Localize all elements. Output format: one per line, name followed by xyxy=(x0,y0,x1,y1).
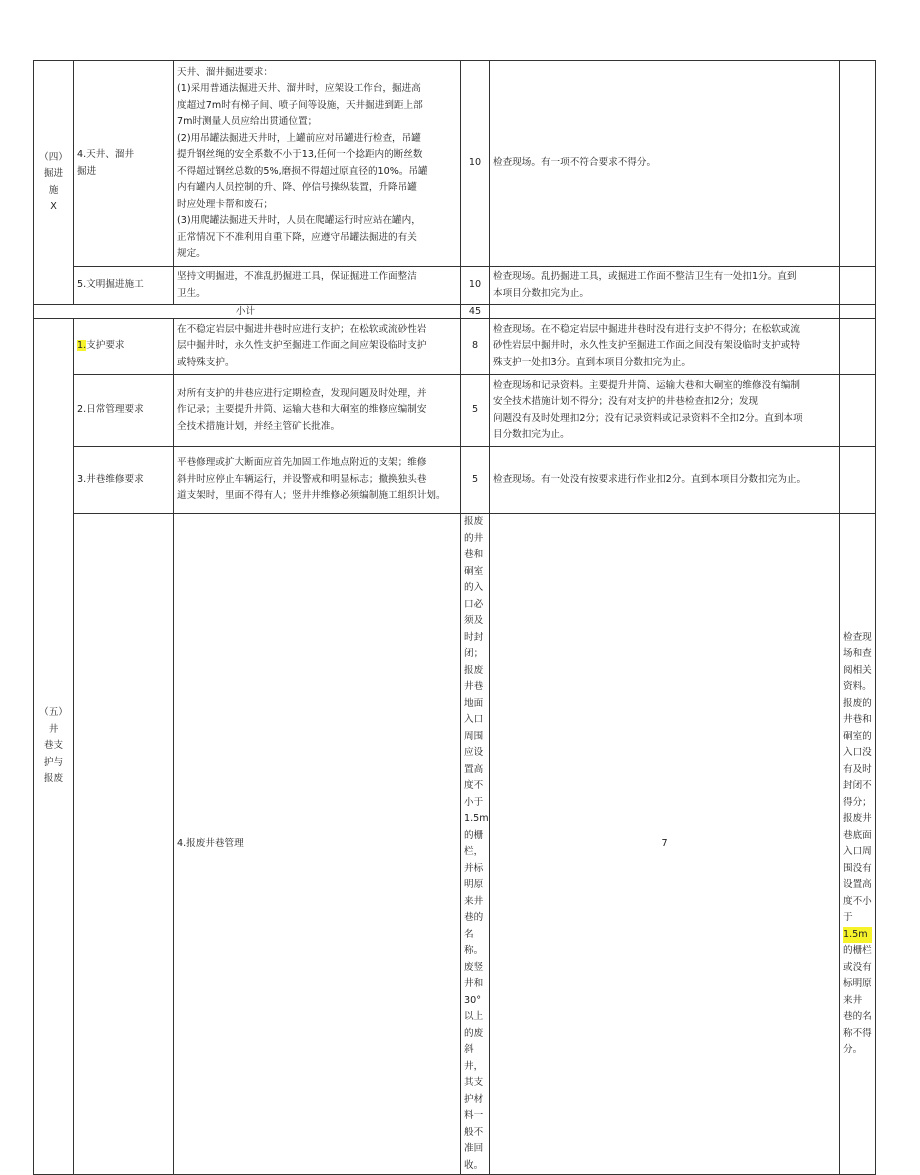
subtotal-score: 45 xyxy=(461,305,490,319)
table-row xyxy=(34,61,876,267)
item-score: 5 xyxy=(461,447,490,514)
subtotal-label: 小计 xyxy=(34,305,461,319)
inspection-table xyxy=(33,60,876,1175)
blank-cell xyxy=(490,305,840,319)
item-requirement: 对所有支护的井巷应进行定期检查，发现问题及时处理，并 作记录；主要提升井筒、运输大巷和大硐室的维修应编制安 全技术措施计划，并经主管矿长批准。 xyxy=(174,375,461,447)
section-5-label: （五） 井 巷支 护与 报废 xyxy=(34,319,74,1175)
item-score: 8 xyxy=(461,319,490,375)
item-name: 4.报废井巷管理 xyxy=(174,514,461,1175)
blank-cell xyxy=(840,319,876,375)
table-row xyxy=(34,267,876,305)
table-row xyxy=(34,319,876,375)
table-row xyxy=(34,514,876,1175)
item-requirement: 平巷修理或扩大断面应首先加固工作地点附近的支架；维修 斜井时应停止车辆运行，并设警戒和明显标志；撤换独头巷 道支架时，里面不得有人；竖井井维修必须编制施工组织计划。 xyxy=(174,447,461,514)
item-score: 5 xyxy=(461,375,490,447)
item-method: 检查现场。在不稳定岩层中掘进井巷时没有进行支护不得分；在松软或流 砂性岩层中掘井时，永久性支护至掘进工作面之间没有架设临时支护或特 殊支护一处扣3分。直到本项目分数扣完为止。 xyxy=(490,319,840,375)
section-4-label: （四） 掘进 施 X xyxy=(34,61,74,305)
blank-cell xyxy=(74,514,174,1175)
item-score: 10 xyxy=(461,267,490,305)
item-method: 检查现场。有一处没有按要求进行作业扣2分。直到本项目分数扣完为止。 xyxy=(490,447,840,514)
blank-cell xyxy=(840,305,876,319)
item-score: 7 xyxy=(490,514,840,1175)
blank-cell xyxy=(840,267,876,305)
item-method: 检查现场和记录资料。主要提升井筒、运输大巷和大硐室的维修没有编制 安全技术措施计划不得分；没有对支护的井巷检查扣2分；发现 问题没有及时处理扣2分；没有记录资料或记录资料不全扣2分。直到本项 目分数扣完为止。 xyxy=(490,375,840,447)
table-row xyxy=(34,375,876,447)
item-method: 检查现场。有一项不符合要求不得分。 xyxy=(490,61,840,267)
item-name: 2.日常管理要求 xyxy=(74,375,174,447)
table-row xyxy=(34,447,876,514)
blank-cell xyxy=(840,375,876,447)
item-requirement: 坚持文明掘进，不准乱扔掘进工具，保证掘进工作面整洁 卫生。 xyxy=(174,267,461,305)
item-method: 检查现场和查阅相关资料。报废的井巷和硐室的入口没有及时封闭不得分； 报废井巷底面入口周围没有设置高度不小于 1.5m 的栅栏或没有标明原来井 巷的名称不得分。 xyxy=(840,514,876,1175)
highlight-value: 1.5m xyxy=(843,927,872,944)
subtotal-row xyxy=(34,305,876,319)
item-name: 4.天井、溜井 掘进 xyxy=(74,61,174,267)
blank-cell xyxy=(840,447,876,514)
item-method: 检查现场。乱扔掘进工具，或掘进工作面不整洁卫生有一处扣1分。直到 本项目分数扣完为止。 xyxy=(490,267,840,305)
item-requirement: 在不稳定岩层中掘进井巷时应进行支护；在松软或流砂性岩 层中掘井时，永久性支护至掘进工作面之间应架设临时支护 或特殊支护。 xyxy=(174,319,461,375)
item-name: 1.支护要求 xyxy=(74,319,174,375)
item-requirement: 天井、溜井掘进要求： (1)采用普通法掘进天井、溜井时，应架设工作台，掘进高 度超过7m时有梯子间、喷子间等设施，天井掘进到距上部 7m时测量人员应给出贯通位置； (2)用吊罐法掘进天井时，上罐前应对吊罐进行检查，吊罐 提升钢丝绳的安全系数不小于13,任何一个捻距内的断丝数 不得超过钢丝总数的5%,磨损不得超过原直径的10%。吊罐 内有罐内人员控制的升、降、停信号操纵装置，升降吊罐 时应处理卡帮和废石； (3)用爬罐法掘进天井时，人员在爬罐运行时应站在罐内， 正常情况下不准利用自重下降，应遵守吊罐法掘进的有关 规定。 xyxy=(174,61,461,267)
blank-cell xyxy=(840,61,876,267)
item-score: 10 xyxy=(461,61,490,267)
item-name: 3.井巷维修要求 xyxy=(74,447,174,514)
item-requirement: 报废的井巷和硐室的入口必须及时封闭；报废井巷地面入口 周围应设置高度不小于1.5m的栅栏，并标明原来井巷的名称。 废竖井和30°以上的废斜井，其支护材料一般不准回收。 xyxy=(461,514,490,1175)
highlight-number: 1. xyxy=(77,340,87,352)
item-name: 5.文明掘进施工 xyxy=(74,267,174,305)
